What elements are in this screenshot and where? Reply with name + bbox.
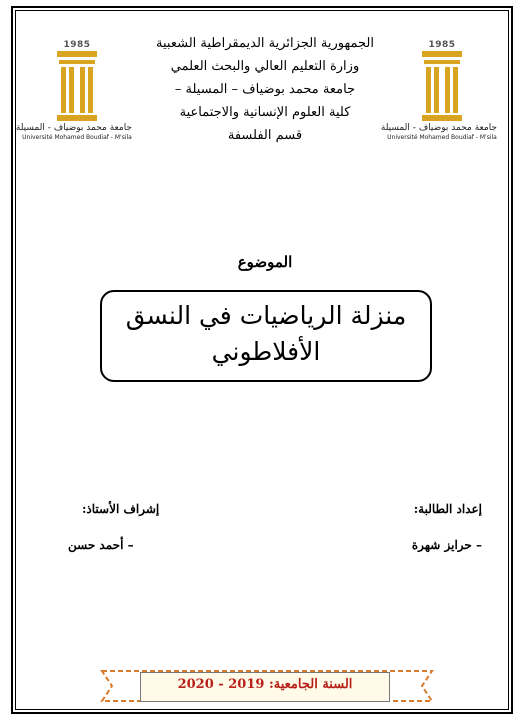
- logo-name-french: Université Mohamed Boudiaf - M'sila: [387, 134, 497, 141]
- header-university: جامعة محمد بوضياف – المسيلة –: [174, 82, 356, 97]
- logo-year: 1985: [63, 40, 91, 50]
- university-emblem-icon: [57, 51, 97, 121]
- institution-header: [130, 32, 400, 147]
- header-ministry: وزارة التعليم العالي والبحث العلمي: [170, 59, 360, 74]
- thesis-title: منزلة الرياضيات في النسق الأفلاطوني: [125, 301, 407, 366]
- academic-year: السنة الجامعية: 2019 - 2020: [177, 677, 353, 692]
- supervisor-name: – أحمد حسن: [68, 538, 134, 552]
- header-department: قسم الفلسفة: [227, 128, 303, 143]
- supervisor-label: إشراف الأستاذ:: [82, 502, 160, 516]
- student-label: إعداد الطالبة:: [413, 502, 482, 516]
- header-faculty: كلية العلوم الإنسانية والاجتماعية: [179, 105, 351, 120]
- student-name: – حرايز شهرة: [411, 538, 482, 552]
- logo-name-french: Université Mohamed Boudiaf - M'sila: [22, 134, 132, 141]
- university-emblem-icon: [422, 51, 462, 121]
- logo-year: 1985: [428, 40, 456, 50]
- logo-name-arabic: جامعة محمد بوضياف - المسيلة: [380, 123, 497, 133]
- logo-name-arabic: جامعة محمد بوضياف - المسيلة: [15, 123, 132, 133]
- header-republic: الجمهورية الجزائرية الديمقراطية الشعبية: [156, 36, 374, 51]
- university-logo-right: [380, 40, 497, 141]
- university-logo-left: [15, 40, 132, 141]
- subject-label: الموضوع: [237, 253, 293, 271]
